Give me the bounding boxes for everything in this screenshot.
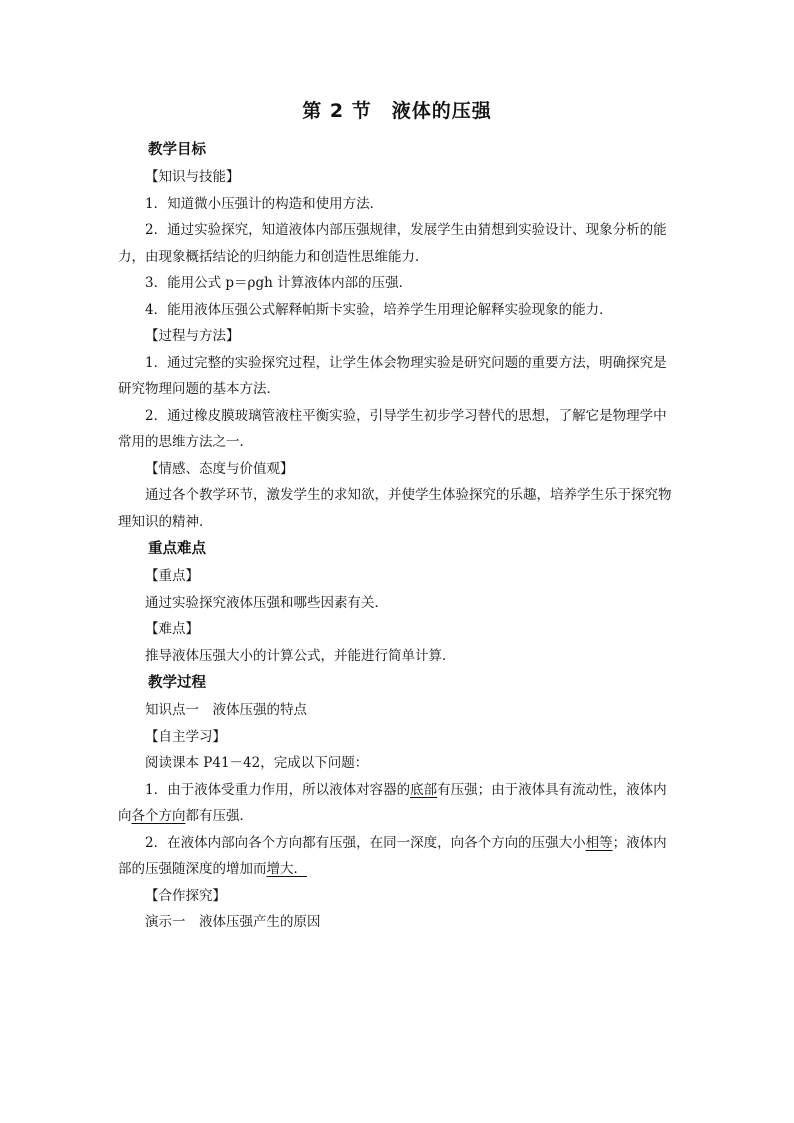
knowledge-item-4: 4．能用液体压强公式解释帕斯卡实验，培养学生用理论解释实验现象的能力．: [145, 301, 613, 318]
question-1: [118, 777, 678, 830]
emotion-text: 通过各个教学环节，激发学生的求知欲，并使学生体验探究的乐趣，培养学生乐于探究物理知识的精神．: [118, 487, 672, 530]
label-cooperative-inquiry: 【合作探究】: [145, 887, 226, 904]
demo-1: 演示一 液体压强产生的原因: [145, 914, 321, 930]
label-knowledge-skills: 【知识与技能】: [145, 169, 240, 185]
q2-answer-equal: 相等: [585, 834, 613, 851]
q1-answer-bottom: 底部: [410, 781, 438, 798]
document-body: [118, 136, 678, 936]
process-item-1: 1．通过完整的实验探究过程，让学生体会物理实验是研究问题的重要方法，明确探究是研究物理问题的基本方法．: [118, 354, 667, 397]
q1-text-e: 都有压强．: [185, 808, 253, 824]
page-title: [0, 96, 794, 123]
label-key-point: 【重点】: [145, 568, 199, 584]
q1-answer-all-directions: 各个方向: [131, 808, 186, 824]
difficult-point-text: 推导液体压强大小的计算公式，并能进行简单计算．: [145, 647, 456, 664]
knowledge-item-1: 1．知道微小压强计的构造和使用方法．: [145, 195, 384, 212]
label-emotion-attitude: 【情感、态度与价值观】: [145, 460, 294, 477]
knowledge-item-2: 2．通过实验探究，知道液体内部压强规律，发展学生由猜想到实验设计、现象分析的能力，由现象概括结论的归纳能力和创造性思维能力．: [118, 222, 667, 265]
q2-answer-increase: 增大．: [266, 861, 307, 877]
process-item-2: 2．通过橡皮膜玻璃管液柱平衡实验，引导学生初步学习替代的思想，了解它是物理学中常用的思维方法之一．: [118, 407, 667, 450]
q1-text-c: 有压强；由于液体具有流动性，液体内向: [118, 781, 667, 824]
heading-teaching-process: 教学过程: [148, 675, 206, 691]
section-name: 液体的压强: [391, 100, 492, 122]
q2-text-a: 2．在液体内部向各个方向都有压强，在同一深度，向各个方向的压强大小: [145, 834, 586, 851]
knowledge-point-1: 知识点一 液体压强的特点: [145, 702, 307, 718]
q2-text-c: ；液体内部的压强随深度的增加而: [118, 834, 667, 877]
reading-instruction: 阅读课本 P41－42，完成以下问题：: [145, 755, 369, 771]
question-2: [118, 830, 678, 883]
knowledge-item-3: 3．能用公式 p＝ρgh 计算液体内部的压强．: [145, 275, 413, 291]
heading-key-difficult: 重点难点: [148, 541, 206, 557]
label-process-method: 【过程与方法】: [145, 328, 240, 344]
label-self-study: 【自主学习】: [145, 728, 226, 745]
section-number: 第 2 节: [302, 100, 372, 122]
key-point-text: 通过实验探究液体压强和哪些因素有关．: [145, 594, 388, 611]
heading-teaching-goals: 教学目标: [148, 142, 206, 158]
label-difficult-point: 【难点】: [145, 621, 199, 637]
q1-text-a: 1．由于液体受重力作用，所以液体对容器的: [145, 781, 411, 798]
